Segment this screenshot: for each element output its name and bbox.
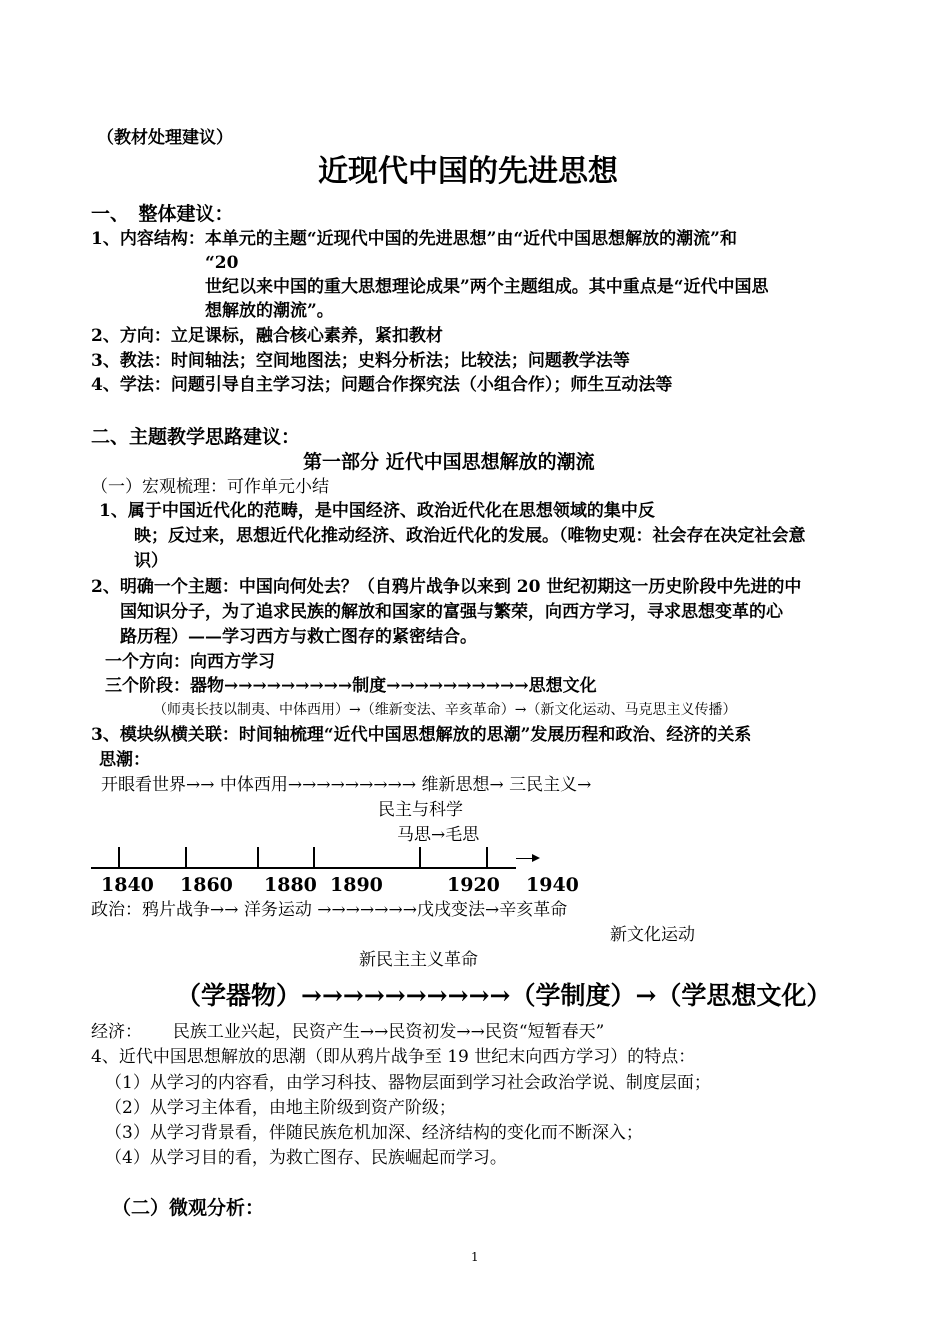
p2-line1: 2、明确一个主题：中国向何处去？（自鸦片战争以来到 20 世纪初期这一历史阶段中先进的中 (91, 577, 802, 597)
p1-line2: 映；反过来，思想近代化推动经济、政治近代化的发展。（唯物史观：社会存在决定社会意 (134, 526, 806, 546)
p4-heading: 4、近代中国思想解放的思潮（即从鸦片战争至 19 世纪末向西方学习）的特点： (91, 1047, 696, 1067)
page-number: 1 (471, 1250, 479, 1264)
timeline-tick (313, 847, 315, 868)
timeline-year: 1880 (264, 874, 317, 896)
politics-new-democracy: 新民主主义革命 (359, 950, 478, 970)
section1-item1-line2: “20 (205, 253, 239, 273)
timeline-tick (419, 847, 421, 868)
timeline-tick (185, 847, 187, 868)
timeline-arrow-icon (532, 854, 540, 862)
p4-item: （4）从学习目的看，为救亡图存、民族崛起而学习。 (105, 1148, 507, 1168)
p4-item: （1）从学习的内容看，由学习科技、器物层面到学习社会政治学说、制度层面； (105, 1073, 711, 1093)
timeline-year: 1920 (447, 874, 500, 896)
stages-note: （师夷长技以制夷、中体西用）→（维新变法、辛亥革命）→（新文化运动、马克思主义传播） (153, 702, 737, 718)
p3-line1: 3、模块纵横关联：时间轴梳理“近代中国思想解放的思潮”发展历程和政治、经济的关系 (91, 725, 752, 745)
part-title: 第一部分 近代中国思想解放的潮流 (303, 451, 595, 473)
timeline-year: 1940 (526, 874, 579, 896)
direction-line: 一个方向：向西方学习 (105, 652, 275, 672)
p2-line3: 路历程）——学习西方与救亡图存的紧密结合。 (120, 627, 477, 647)
section1-item4: 4、学法：问题引导自主学习法；问题合作探究法（小组合作）；师生互动法等 (91, 375, 673, 395)
timeline-axis (91, 867, 516, 869)
section2-heading: 二、主题教学思路建议： (91, 426, 301, 448)
p4-item: （3）从学习背景看，伴随民族危机加深、经济结构的变化而不断深入； (105, 1123, 643, 1143)
p2-line2: 国知识分子，为了追求民族的解放和国家的富强与繁荣，向西方学习，寻求思想变革的心 (120, 602, 783, 622)
learning-stages-line: （学器物）→→→→→→→→→→（学制度）→（学思想文化） (176, 981, 832, 1010)
header-label: （教材处理建议） (97, 128, 233, 148)
section1-item1-line1: 1、内容结构：本单元的主题“近现代中国的先进思想”由“近代中国思想解放的潮流”和 (91, 229, 737, 249)
section1-item1-line4: 想解放的潮流”。 (205, 301, 334, 321)
thought-marxism: 马思→毛思 (397, 825, 480, 845)
stages-line: 三个阶段：器物→→→→→→→→→制度→→→→→→→→→→思想文化 (105, 676, 597, 696)
section1-item2: 2、方向：立足课标，融合核心素养，紧扣教材 (91, 326, 443, 346)
politics-sequence: 政治：鸦片战争→→ 洋务运动 →→→→→→→戊戌变法→辛亥革命 (91, 900, 568, 920)
section1-item3: 3、教法：时间轴法；空间地图法；史料分析法；比较法；问题教学法等 (91, 351, 630, 371)
p4-item: （2）从学习主体看，由地主阶级到资产阶级； (105, 1098, 456, 1118)
timeline-tick (257, 847, 259, 868)
economy-sequence: 经济： 民族工业兴起，民资产生→→民资初发→→民资“短暂春天” (91, 1022, 605, 1042)
timeline-tick (118, 847, 120, 868)
thought-democracy-science: 民主与科学 (378, 800, 463, 820)
p1-line3: 识） (134, 551, 168, 571)
thought-sequence: 开眼看世界→→ 中体西用→→→→→→→→→ 维新思想→ 三民主义→ (101, 775, 592, 795)
p1-line1: 1、属于中国近代化的范畴，是中国经济、政治近代化在思想领域的集中反 (99, 501, 655, 521)
politics-new-culture: 新文化运动 (610, 925, 695, 945)
timeline-year: 1890 (330, 874, 383, 896)
timeline-year: 1860 (180, 874, 233, 896)
timeline-year: 1840 (101, 874, 154, 896)
timeline-tick (486, 847, 488, 868)
doc-title: 近现代中国的先进思想 (318, 154, 618, 189)
subheading-macro: （一）宏观梳理：可作单元小结 (91, 477, 329, 497)
section1-item1-line3: 世纪以来中国的重大思想理论成果”两个主题组成。其中重点是“近代中国思 (205, 277, 769, 297)
subheading-micro: （二）微观分析： (112, 1197, 265, 1219)
p3-line2: 思潮： (99, 750, 150, 770)
section1-heading: 一、 整体建议： (91, 203, 234, 225)
